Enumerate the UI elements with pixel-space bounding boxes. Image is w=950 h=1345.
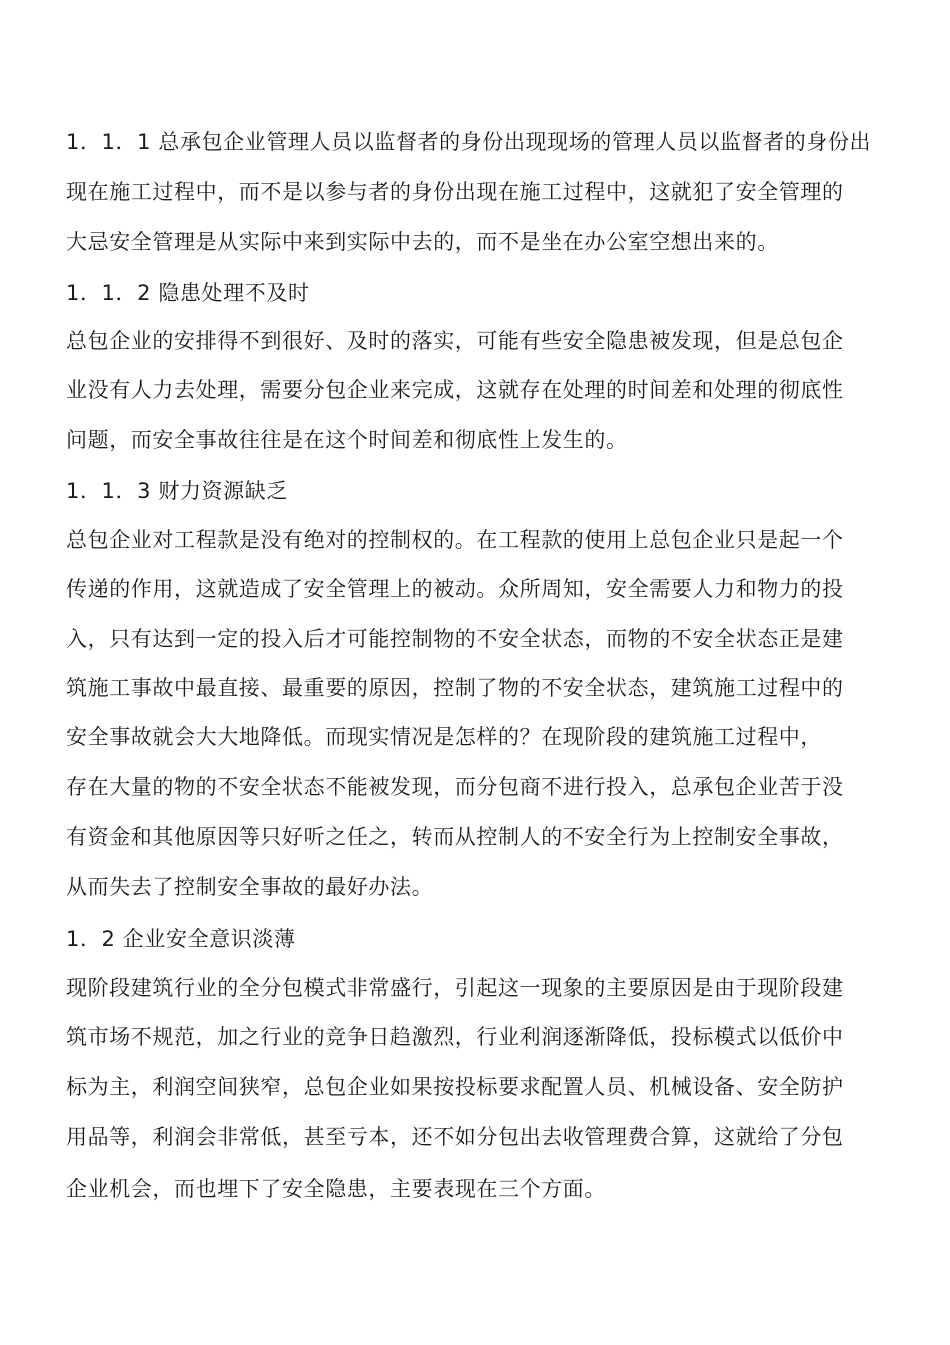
paragraph-line: 传递的作用，这就造成了安全管理上的被动。众所周知，安全需要人力和物力的投	[66, 577, 844, 601]
paragraph-line: 存在大量的物的不安全状态不能被发现，而分包商不进行投入，总承包企业苦于没	[66, 775, 844, 799]
paragraph-line: 从而失去了控制安全事故的最好办法。	[66, 875, 434, 899]
paragraph-line: 筑施工事故中最直接、最重要的原因，控制了物的不安全状态，建筑施工过程中的	[66, 676, 844, 700]
paragraph-line: 企业机会，而也埋下了安全隐患，主要表现在三个方面。	[66, 1177, 606, 1201]
paragraph-line: 安全事故就会大大地降低。而现实情况是怎样的？在现阶段的建筑施工过程中，	[66, 725, 822, 749]
paragraph-line: 大忌安全管理是从实际中来到实际中去的，而不是坐在办公室空想出来的。	[66, 230, 779, 254]
paragraph-line: 总包企业对工程款是没有绝对的控制权的。在工程款的使用上总包企业只是起一个	[66, 528, 844, 552]
paragraph-line: 有资金和其他原因等只好听之任之，转而从控制人的不安全行为上控制安全事故，	[66, 825, 844, 849]
paragraph-line: 现在施工过程中，而不是以参与者的身份出现在施工过程中，这就犯了安全管理的	[66, 180, 844, 204]
paragraph-line: 入，只有达到一定的投入后才可能控制物的不安全状态，而物的不安全状态正是建	[66, 627, 844, 651]
heading-1-1-3: 1．1．3 财力资源缺乏	[66, 479, 288, 503]
paragraph-line: 标为主，利润空间狭窄，总包企业如果按投标要求配置人员、机械设备、安全防护	[66, 1075, 844, 1099]
paragraph-line: 用品等，利润会非常低，甚至亏本，还不如分包出去收管理费合算，这就给了分包	[66, 1125, 844, 1149]
paragraph-line: 总包企业的安排得不到很好、及时的落实，可能有些安全隐患被发现，但是总包企	[66, 329, 844, 353]
paragraph-line: 筑市场不规范，加之行业的竞争日趋激烈，行业利润逐渐降低，投标模式以低价中	[66, 1025, 844, 1049]
heading-1-2: 1．2 企业安全意识淡薄	[66, 927, 296, 951]
heading-1-1-2: 1．1．2 隐患处理不及时	[66, 281, 310, 305]
paragraph-line: 业没有人力去处理，需要分包企业来完成，这就存在处理的时间差和处理的彻底性	[66, 378, 844, 402]
paragraph-line: 现阶段建筑行业的全分包模式非常盛行，引起这一现象的主要原因是由于现阶段建	[66, 976, 844, 1000]
heading-1-1-1: 1．1．1 总承包企业管理人员以监督者的身份出现现场的管理人员以监督者的身份出	[66, 130, 872, 154]
paragraph-line: 问题，而安全事故往往是在这个时间差和彻底性上发生的。	[66, 428, 628, 452]
